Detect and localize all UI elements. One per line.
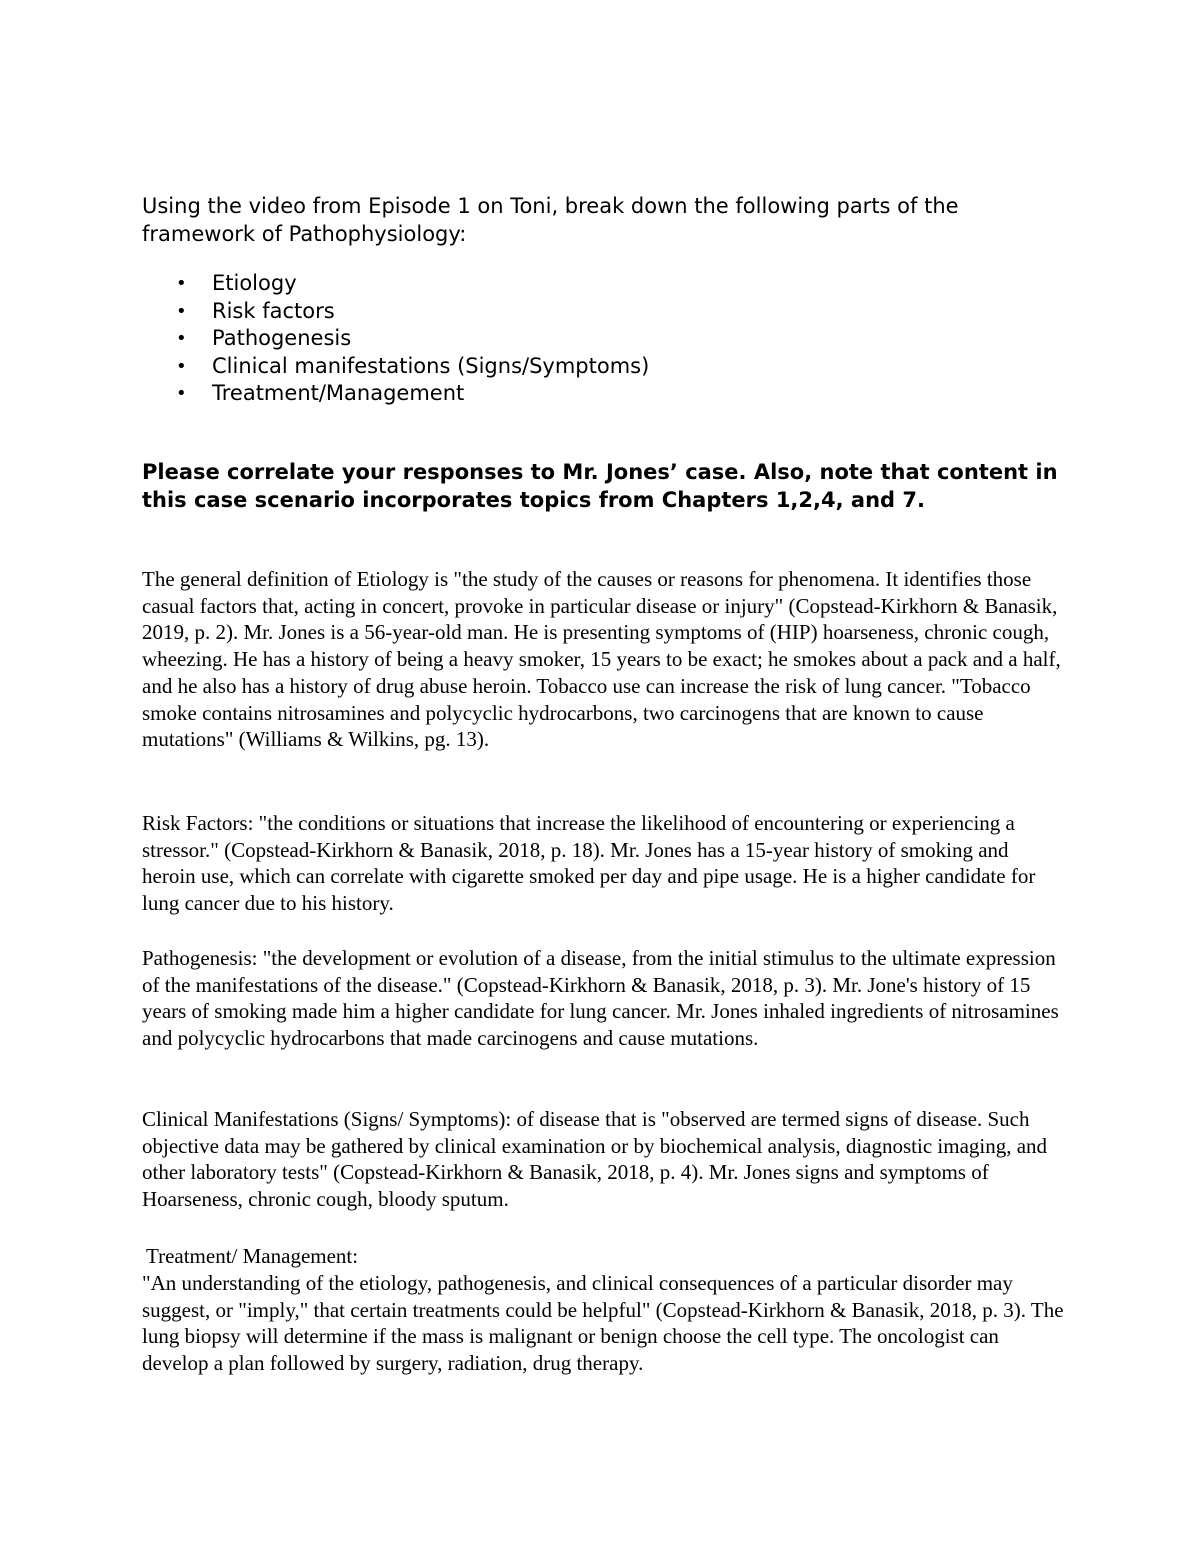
list-item [142,298,942,326]
treatment-paragraph: "An understanding of the etiology, pathogenesis, and clinical consequences of a particular disorder may suggest, or "imply," that certain treatments could be helpful" (Copstead-Kirkhorn & Banasik, 2018, p. 3). The lung biopsy will determine if the mass is malignant or benign choose the cell type. The oncologist can develop a plan followed by surgery, radiation, drug therapy. [142,1271,1064,1376]
bullet-icon: • [176,383,187,404]
list-item-label: Treatment/Management [212,381,465,405]
bullet-icon: • [176,355,187,377]
list-item-label: Pathogenesis [212,326,352,350]
list-item [142,325,942,353]
list-item-label: Risk factors [212,298,335,323]
list-item-label: Etiology [212,271,297,295]
list-item [142,353,942,381]
pathogenesis-paragraph: Pathogenesis: "the development or evolution of a disease, from the initial stimulus to the ultimate expression of the manifestations of the disease." (Copstead-Kirkhorn & Banasik, 2018, p. 3). Mr. Jone's history of 15 years of smoking made him a higher candidate for lung cancer. Mr. Jones inhaled ingredients of nitrosamines and polycyclic hydrocarbons that made carcinogens and cause mutations. [142,946,1059,1051]
list-item-label: Clinical manifestations (Signs/Symptoms) [212,353,650,378]
list-item [142,270,942,298]
clinical-manifestations-paragraph: Clinical Manifestations (Signs/ Symptoms): of disease that is "observed are termed signs of disease. Such objective data may be gathered by clinical examination or by biochemical analysis, diagnostic imaging, and other laboratory tests" (Copstead-Kirkhorn & Banasik, 2018, p. 4). Mr. Jones signs and symptoms of Hoarseness, chronic cough, bloody sputum. [142,1107,1048,1212]
treatment-heading: Treatment/ Management: [146,1244,359,1268]
assignment-intro: Using the video from Episode 1 on Toni, break down the following parts of the framework of Pathophysiology: [142,194,959,246]
framework-list [142,270,942,408]
etiology-paragraph: The general definition of Etiology is "the study of the causes or reasons for phenomena. It identifies those casual factors that, acting in concert, provoke in particular disease or injury" (Copstead-Kirkhorn & Banasik, 2019, p. 2). Mr. Jones is a 56-year-old man. He is presenting symptoms of (HIP) hoarseness, chronic cough, wheezing. He has a history of being a heavy smoker, 15 years to be exact; he smokes about a pack and a half, and he also has a history of drug abuse heroin. Tobacco use can increase the risk of lung cancer. "Tobacco smoke contains nitrosamines and polycyclic hydrocarbons, two carcinogens that are known to cause mutations" (Williams & Wilkins, pg. 13). [142,567,1061,752]
correlation-note: Please correlate your responses to Mr. Jones’ case. Also, note that content in this case scenario incorporates topics from Chapters 1,2,4, and 7. [142,460,1058,512]
bullet-icon: • [176,300,187,322]
bullet-icon: • [176,328,187,349]
risk-factors-paragraph: Risk Factors: "the conditions or situations that increase the likelihood of encountering or experiencing a stressor." (Copstead-Kirkhorn & Banasik, 2018, p. 18). Mr. Jones has a 15-year history of smoking and heroin use, which can correlate with cigarette smoked per day and pipe usage. He is a higher candidate for lung cancer due to his history. [142,811,1036,916]
bullet-icon: • [176,273,187,294]
list-item [142,380,942,408]
